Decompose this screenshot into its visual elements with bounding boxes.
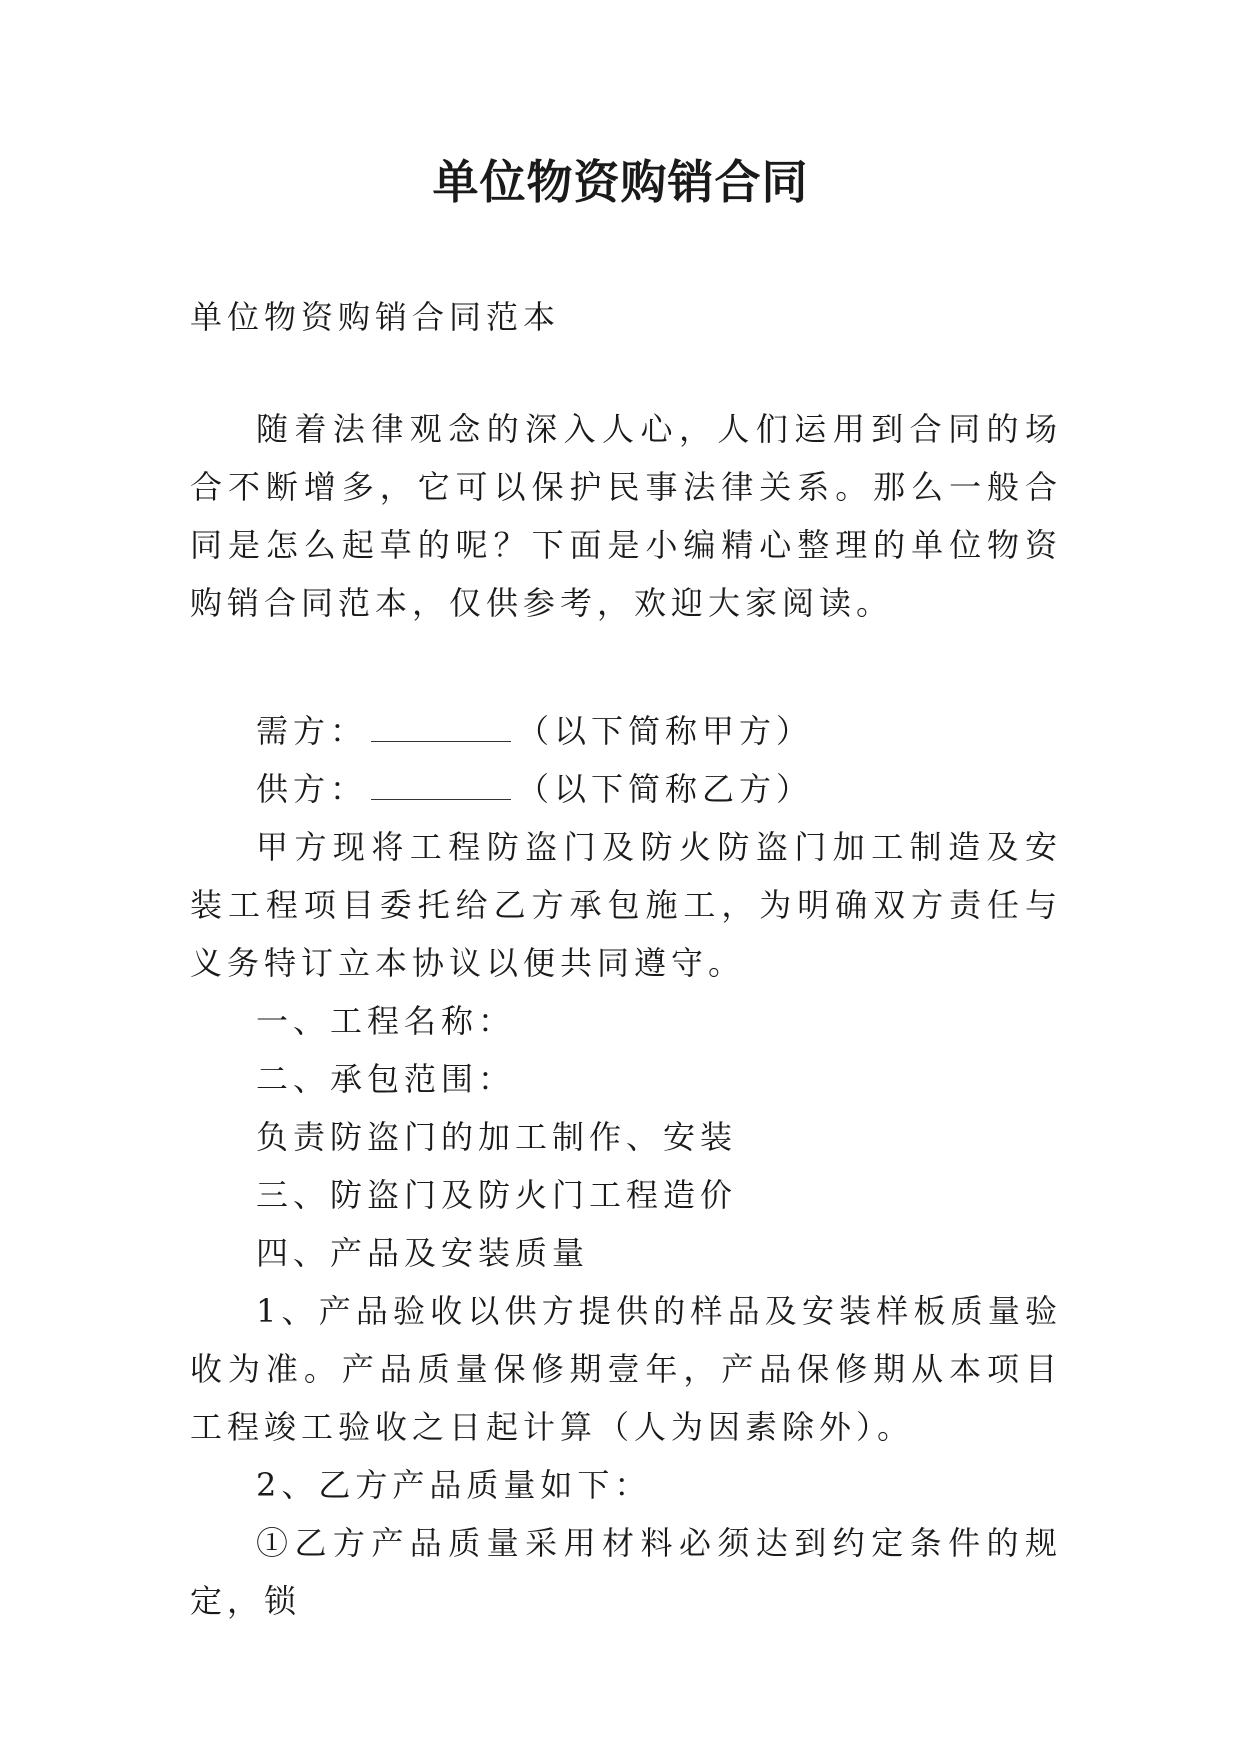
demander-line xyxy=(190,702,1062,760)
section-scope: 二、承包范围： xyxy=(256,1060,516,1098)
quality-clause-1: 1、产品验收以供方提供的样品及安装样板质量验收为准。产品质量保修期壹年，产品保修期从本项目工程竣工验收之日起计算（人为因素除外）。 xyxy=(190,1292,1062,1446)
contract-paragraph: 甲方现将工程防盗门及防火防盗门加工制造及安装工程项目委托给乙方承包施工，为明确双方责任与义务特订立本协议以便共同遵守。 xyxy=(190,828,1062,982)
contract-body xyxy=(190,760,1062,1630)
section-cost: 三、防盗门及防火门工程造价 xyxy=(256,1176,738,1214)
document-title: 单位物资购销合同 xyxy=(432,155,809,209)
intro-paragraph: 随着法律观念的深入人心，人们运用到合同的场合不断增多，它可以保护民事法律关系。那么一般合同是怎么起草的呢？下面是小编精心整理的单位物资购销合同范本，仅供参考，欢迎大家阅读。 xyxy=(190,410,1062,622)
supplier-blank[interactable] xyxy=(371,799,511,800)
parties-block xyxy=(190,702,1062,760)
demander-blank[interactable] xyxy=(371,741,511,742)
scope-description: 负责防盗门的加工制作、安装 xyxy=(256,1118,738,1156)
supplier-line xyxy=(190,760,1062,818)
demander-note: （以下简称甲方） xyxy=(517,712,814,750)
demander-label: 需方： xyxy=(256,712,368,750)
quality-clause-2: 2、乙方产品质量如下： xyxy=(256,1466,652,1504)
supplier-note: （以下简称乙方） xyxy=(517,770,814,808)
supplier-label: 供方： xyxy=(256,770,368,808)
quality-subclause-1: ①乙方产品质量采用材料必须达到约定条件的规定，锁 xyxy=(190,1524,1062,1620)
document-subtitle: 单位物资购销合同范本 xyxy=(190,298,561,336)
section-quality: 四、产品及安装质量 xyxy=(256,1234,590,1272)
section-project-name: 一、工程名称： xyxy=(256,1002,516,1040)
